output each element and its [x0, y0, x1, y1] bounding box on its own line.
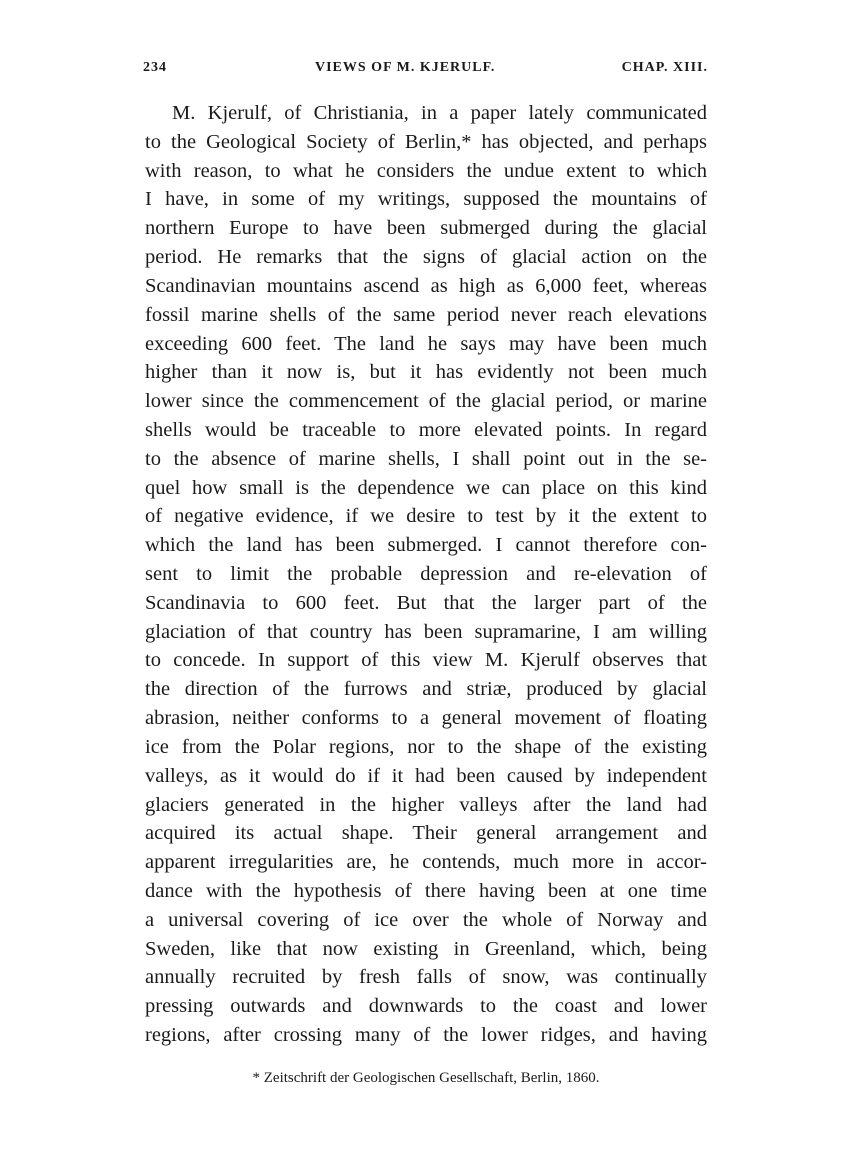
text-line: the direction of the furrows and striæ, produced by glacial [145, 678, 707, 701]
text-line: lower since the commencement of the glacial period, or marine [145, 390, 707, 413]
text-line: period. He remarks that the signs of glacial action on the [145, 246, 707, 269]
text-line: to the Geological Society of Berlin,* has objected, and perhaps [145, 130, 707, 153]
chapter-label: CHAP. XIII. [621, 60, 708, 75]
text-line: glaciation of that country has been supramarine, I am willing [145, 620, 707, 643]
text-line: pressing outwards and downwards to the coast and lower [145, 995, 707, 1018]
text-line: Scandinavia to 600 feet. But that the larger part of the [145, 591, 707, 614]
running-head [143, 60, 708, 84]
text-line: glaciers generated in the higher valleys after the land had [145, 793, 707, 816]
running-title: VIEWS OF M. KJERULF. [315, 60, 496, 75]
page-number: 234 [143, 60, 167, 75]
text-line: Scandinavian mountains ascend as high as 6,000 feet, whereas [145, 274, 707, 297]
text-line: shells would be traceable to more elevated points. In regard [145, 418, 707, 441]
text-line: abrasion, neither conforms to a general movement of floating [145, 707, 707, 730]
text-line: I have, in some of my writings, supposed the mountains of [145, 188, 707, 211]
text-line: annually recruited by fresh falls of snow, was continually [145, 966, 707, 989]
text-line: to the absence of marine shells, I shall point out in the se- [145, 447, 707, 470]
text-line: a universal covering of ice over the whole of Norway and [145, 908, 707, 931]
text-line: northern Europe to have been submerged during the glacial [145, 217, 707, 240]
text-line: of negative evidence, if we desire to test by it the extent to [145, 505, 707, 528]
text-line: apparent irregularities are, he contends, much more in accor- [145, 851, 707, 874]
text-line: regions, after crossing many of the lower ridges, and having [145, 1024, 707, 1046]
text-line: which the land has been submerged. I cannot therefore con- [145, 534, 707, 557]
text-line: valleys, as it would do if it had been caused by independent [145, 764, 707, 787]
text-line: quel how small is the dependence we can place on this kind [145, 476, 707, 499]
footnote: * Zeitschrift der Geologischen Gesellschaft, Berlin, 1860. [252, 1070, 600, 1086]
text-line: with reason, to what he considers the undue extent to which [145, 159, 707, 182]
text-line: M. Kjerulf, of Christiania, in a paper lately communicated [172, 102, 707, 124]
text-line: exceeding 600 feet. The land he says may have been much [145, 332, 707, 355]
text-line: fossil marine shells of the same period never reach elevations [145, 303, 707, 326]
text-line: to concede. In support of this view M. Kjerulf observes that [145, 649, 707, 672]
text-line: dance with the hypothesis of there having been at one time [145, 879, 707, 902]
body-paragraph [145, 99, 707, 1050]
text-line: Sweden, like that now existing in Greenland, which, being [145, 937, 707, 960]
text-line: higher than it now is, but it has evidently not been much [145, 361, 707, 384]
text-line: acquired its actual shape. Their general arrangement and [145, 822, 707, 845]
text-line: ice from the Polar regions, nor to the shape of the existing [145, 735, 707, 758]
text-line: sent to limit the probable depression and re-elevation of [145, 563, 707, 585]
